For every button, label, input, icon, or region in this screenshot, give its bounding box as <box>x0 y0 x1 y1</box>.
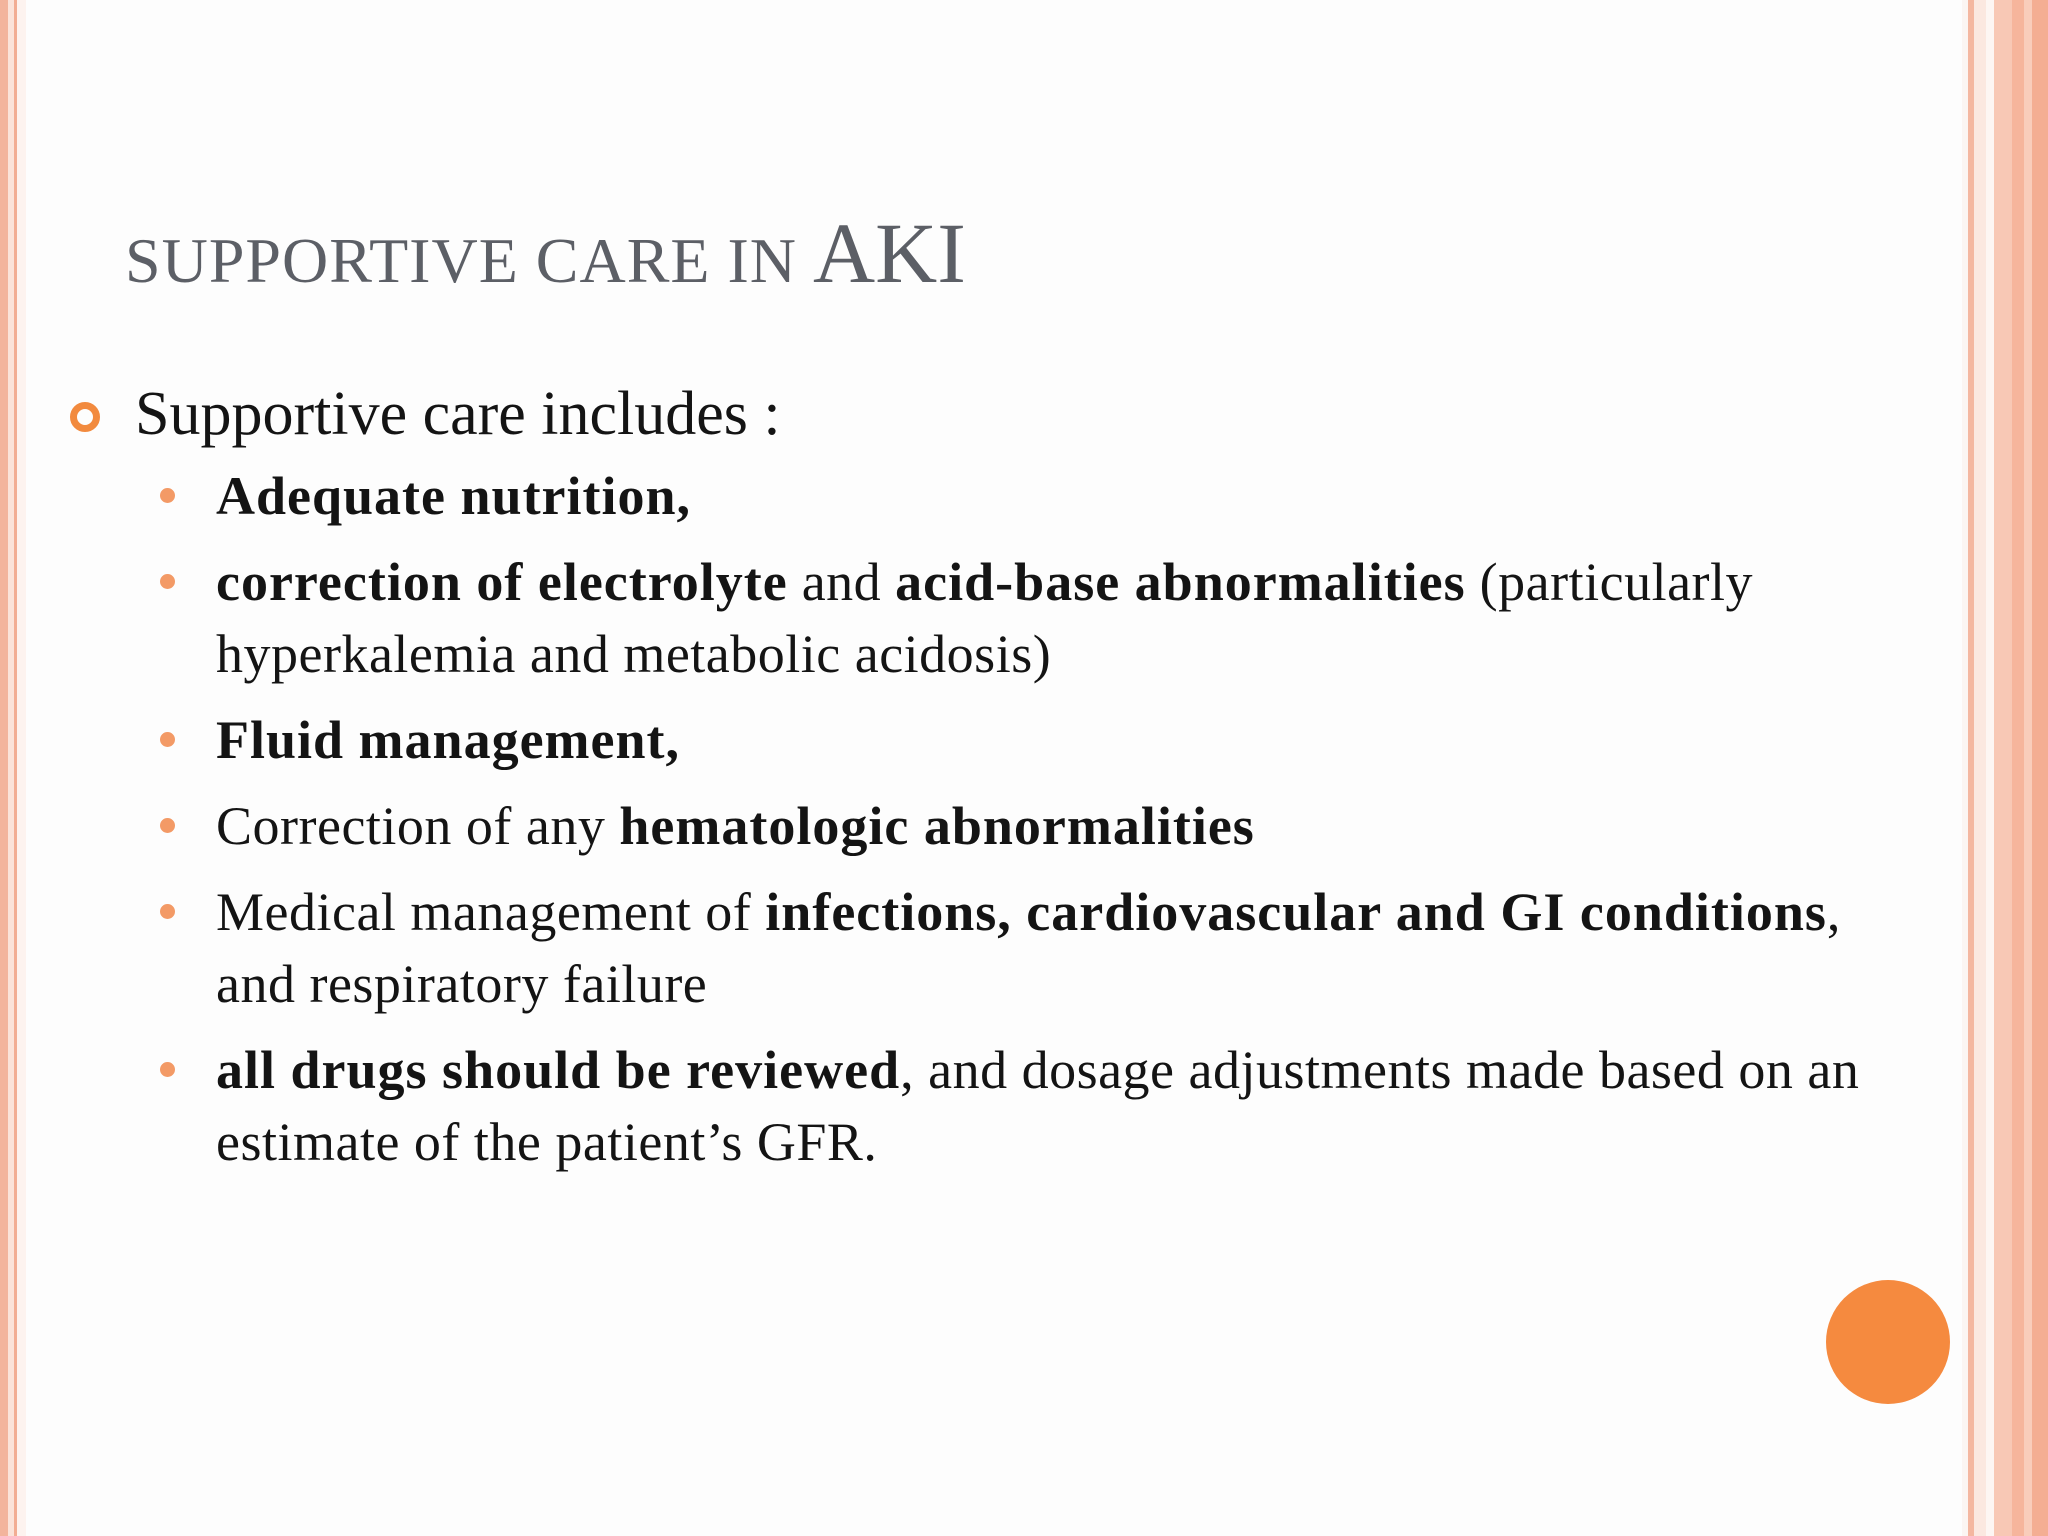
dot-bullet-icon <box>160 1062 175 1077</box>
dot-bullet-icon <box>160 818 175 833</box>
regular-text: (particularly hyperkalemia and metabolic acidosis) <box>216 552 1754 684</box>
level1-bullet-text: Supportive care includes : <box>135 380 781 448</box>
bold-text: hematologic abnormalities <box>619 796 1255 856</box>
bold-text: Adequate nutrition, <box>216 466 692 526</box>
dot-bullet-icon <box>160 488 175 503</box>
bold-text: Fluid management, <box>216 710 681 770</box>
slide-title <box>125 205 1625 306</box>
ring-bullet-icon <box>70 402 100 432</box>
dot-bullet-icon <box>160 904 175 919</box>
sub-bullet-item <box>160 546 1880 690</box>
sub-bullet-item <box>160 876 1880 1020</box>
regular-text: Medical management of <box>216 882 766 942</box>
sub-bullet-item <box>160 790 1880 862</box>
dot-bullet-icon <box>160 574 175 589</box>
bold-text: all drugs should be reviewed <box>216 1040 901 1100</box>
title-smallcaps: SUPPORTIVE CARE IN <box>125 225 797 296</box>
regular-text: , and respiratory failure <box>216 882 1841 1014</box>
sub-bullet-item <box>160 1034 1880 1178</box>
bold-text: correction of electrolyte <box>216 552 788 612</box>
left-decorative-border <box>0 0 26 1536</box>
dot-bullet-icon <box>160 732 175 747</box>
title-large: AKI <box>813 205 966 301</box>
sub-bullet-item <box>160 704 1880 776</box>
regular-text: and <box>787 552 896 612</box>
right-decorative-border <box>1962 0 2048 1536</box>
sub-bullet-item <box>160 460 1880 532</box>
orange-circle-decoration <box>1826 1280 1950 1404</box>
bold-text: infections, cardiovascular and GI conditions <box>765 882 1827 942</box>
regular-text: Correction of any <box>216 796 620 856</box>
bold-text: acid-base abnormalities <box>895 552 1466 612</box>
sub-bullet-list <box>160 460 1880 1192</box>
regular-text: , and dosage adjustments made based on an estimate of the patient’s GFR. <box>216 1040 1860 1172</box>
